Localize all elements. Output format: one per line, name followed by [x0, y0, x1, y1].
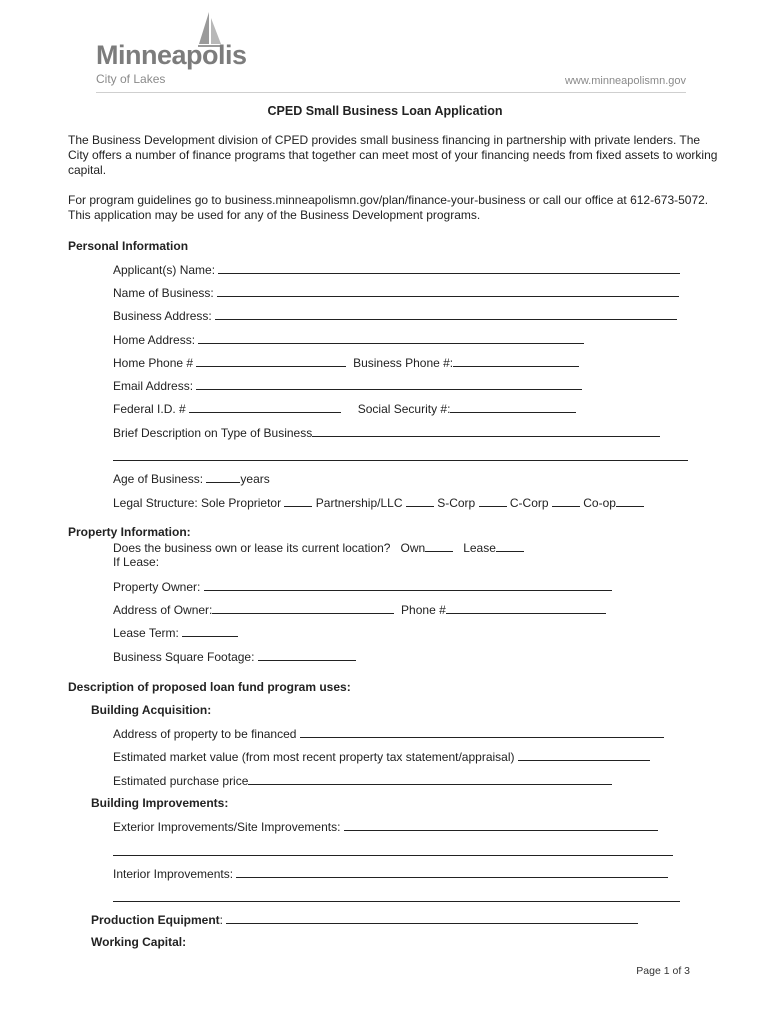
- home-address-row: [113, 332, 584, 348]
- own-lease-question: Does the business own or lease its current location?: [113, 541, 391, 555]
- owner-address-field[interactable]: [212, 602, 394, 614]
- business-phone-field[interactable]: [453, 355, 579, 367]
- home-address-label: Home Address:: [113, 333, 196, 347]
- own-label: Own: [400, 541, 426, 555]
- business-name-row: [113, 285, 679, 301]
- s-corp-field[interactable]: [479, 495, 507, 507]
- s-corp-label: S-Corp: [437, 496, 476, 510]
- market-value-field[interactable]: [518, 749, 650, 761]
- purchase-price-field[interactable]: [248, 773, 612, 785]
- production-equipment-colon: :: [219, 913, 224, 927]
- business-description-label: Brief Description on Type of Business: [113, 426, 313, 440]
- lease-term-field[interactable]: [182, 625, 238, 637]
- interior-improvements-label: Interior Improvements:: [113, 867, 234, 881]
- production-equipment-heading: Production Equipment: [91, 913, 220, 927]
- legal-structure-label: Legal Structure: Sole Proprietor: [113, 496, 282, 510]
- business-name-field[interactable]: [217, 285, 679, 297]
- purchase-price-row: [113, 773, 612, 789]
- id-row: [113, 401, 576, 417]
- property-owner-field[interactable]: [204, 579, 612, 591]
- applicant-name-field[interactable]: [218, 262, 680, 274]
- age-of-business-unit: years: [240, 472, 270, 486]
- exterior-improvements-field[interactable]: [344, 819, 658, 831]
- owner-address-row: [113, 602, 606, 618]
- own-field[interactable]: [425, 540, 453, 552]
- page-title: CPED Small Business Loan Application: [267, 104, 503, 118]
- home-phone-label: Home Phone #: [113, 356, 194, 370]
- home-address-field[interactable]: [198, 332, 584, 344]
- exterior-improvements-label: Exterior Improvements/Site Improvements:: [113, 820, 341, 834]
- business-address-row: [113, 308, 677, 324]
- property-address-row: [113, 726, 664, 742]
- applicant-name-row: [113, 262, 680, 278]
- owner-phone-field[interactable]: [446, 602, 606, 614]
- federal-id-field[interactable]: [189, 401, 341, 413]
- city-logo-name: Minneapolis: [96, 40, 247, 70]
- owner-address-label: Address of Owner:: [113, 603, 213, 617]
- purchase-price-label: Estimated purchase price: [113, 774, 249, 788]
- partnership-label: Partnership/LLC: [315, 496, 403, 510]
- page-number: Page 1 of 3: [636, 965, 690, 977]
- lease-term-row: [113, 625, 238, 641]
- interior-improvements-continuation-line[interactable]: [113, 901, 680, 902]
- production-equipment-field[interactable]: [226, 912, 638, 924]
- property-address-label: Address of property to be financed: [113, 727, 297, 741]
- interior-improvements-row: [113, 866, 668, 882]
- business-description-continuation-line[interactable]: [113, 460, 688, 461]
- production-equipment-row: [91, 912, 638, 927]
- lease-label: Lease: [463, 541, 496, 555]
- business-description-row: [113, 425, 660, 441]
- legal-structure-row: [113, 495, 644, 511]
- market-value-label: Estimated market value (from most recent property tax statement/appraisal): [113, 750, 515, 764]
- ssn-field[interactable]: [450, 401, 576, 413]
- ssn-label: Social Security #:: [357, 402, 451, 416]
- website-link[interactable]: www.minneapolismn.gov: [564, 75, 686, 87]
- city-logo-tagline: City of Lakes: [96, 72, 166, 86]
- exterior-improvements-continuation-line[interactable]: [113, 855, 673, 856]
- co-op-label: Co-op: [583, 496, 616, 510]
- property-owner-row: [113, 579, 612, 595]
- business-address-label: Business Address:: [113, 309, 212, 323]
- guidelines-paragraph: For program guidelines go to business.minneapolismn.gov/plan/finance-your-business or call our office at 612-673-5072. This application may be used for any of the Business Development programs.: [68, 193, 709, 222]
- age-of-business-field[interactable]: [206, 471, 240, 483]
- property-address-field[interactable]: [300, 726, 664, 738]
- personal-information-heading: Personal Information: [68, 239, 189, 253]
- home-phone-field[interactable]: [196, 355, 346, 367]
- own-lease-row: [113, 540, 524, 556]
- if-lease-label: If Lease:: [113, 555, 160, 569]
- exterior-improvements-row: [113, 819, 658, 835]
- intro-paragraph: The Business Development division of CPED provides small business financing in partnership with private lenders. The City offers a number of finance programs that together can meet most of your financing needs from fixed assets to working capital.: [68, 133, 718, 177]
- phone-row: [113, 355, 579, 371]
- market-value-row: [113, 749, 650, 765]
- email-field[interactable]: [196, 378, 582, 390]
- applicant-name-label: Applicant(s) Name:: [113, 263, 216, 277]
- interior-improvements-field[interactable]: [236, 866, 668, 878]
- business-phone-label: Business Phone #:: [353, 356, 454, 370]
- property-owner-label: Property Owner:: [113, 580, 201, 594]
- property-information-heading: Property Information:: [68, 525, 191, 539]
- business-description-field[interactable]: [312, 425, 660, 437]
- age-of-business-label: Age of Business:: [113, 472, 204, 486]
- co-op-field[interactable]: [616, 495, 644, 507]
- square-footage-row: [113, 649, 356, 665]
- business-address-field[interactable]: [215, 308, 677, 320]
- header-divider: [96, 92, 686, 93]
- email-label: Email Address:: [113, 379, 194, 393]
- loan-uses-heading: Description of proposed loan fund program uses:: [68, 680, 351, 694]
- building-acquisition-heading: Building Acquisition:: [91, 703, 212, 717]
- c-corp-label: C-Corp: [509, 496, 549, 510]
- email-row: [113, 378, 582, 394]
- business-name-label: Name of Business:: [113, 286, 214, 300]
- square-footage-label: Business Square Footage:: [113, 650, 255, 664]
- sole-proprietor-field[interactable]: [284, 495, 312, 507]
- partnership-field[interactable]: [406, 495, 434, 507]
- working-capital-heading: Working Capital:: [91, 935, 187, 949]
- building-improvements-heading: Building Improvements:: [91, 796, 229, 810]
- square-footage-field[interactable]: [258, 649, 356, 661]
- lease-term-label: Lease Term:: [113, 626, 179, 640]
- owner-phone-label: Phone #: [401, 603, 446, 617]
- federal-id-label: Federal I.D. #: [113, 402, 186, 416]
- c-corp-field[interactable]: [552, 495, 580, 507]
- age-of-business-row: [113, 471, 270, 487]
- lease-field[interactable]: [496, 540, 524, 552]
